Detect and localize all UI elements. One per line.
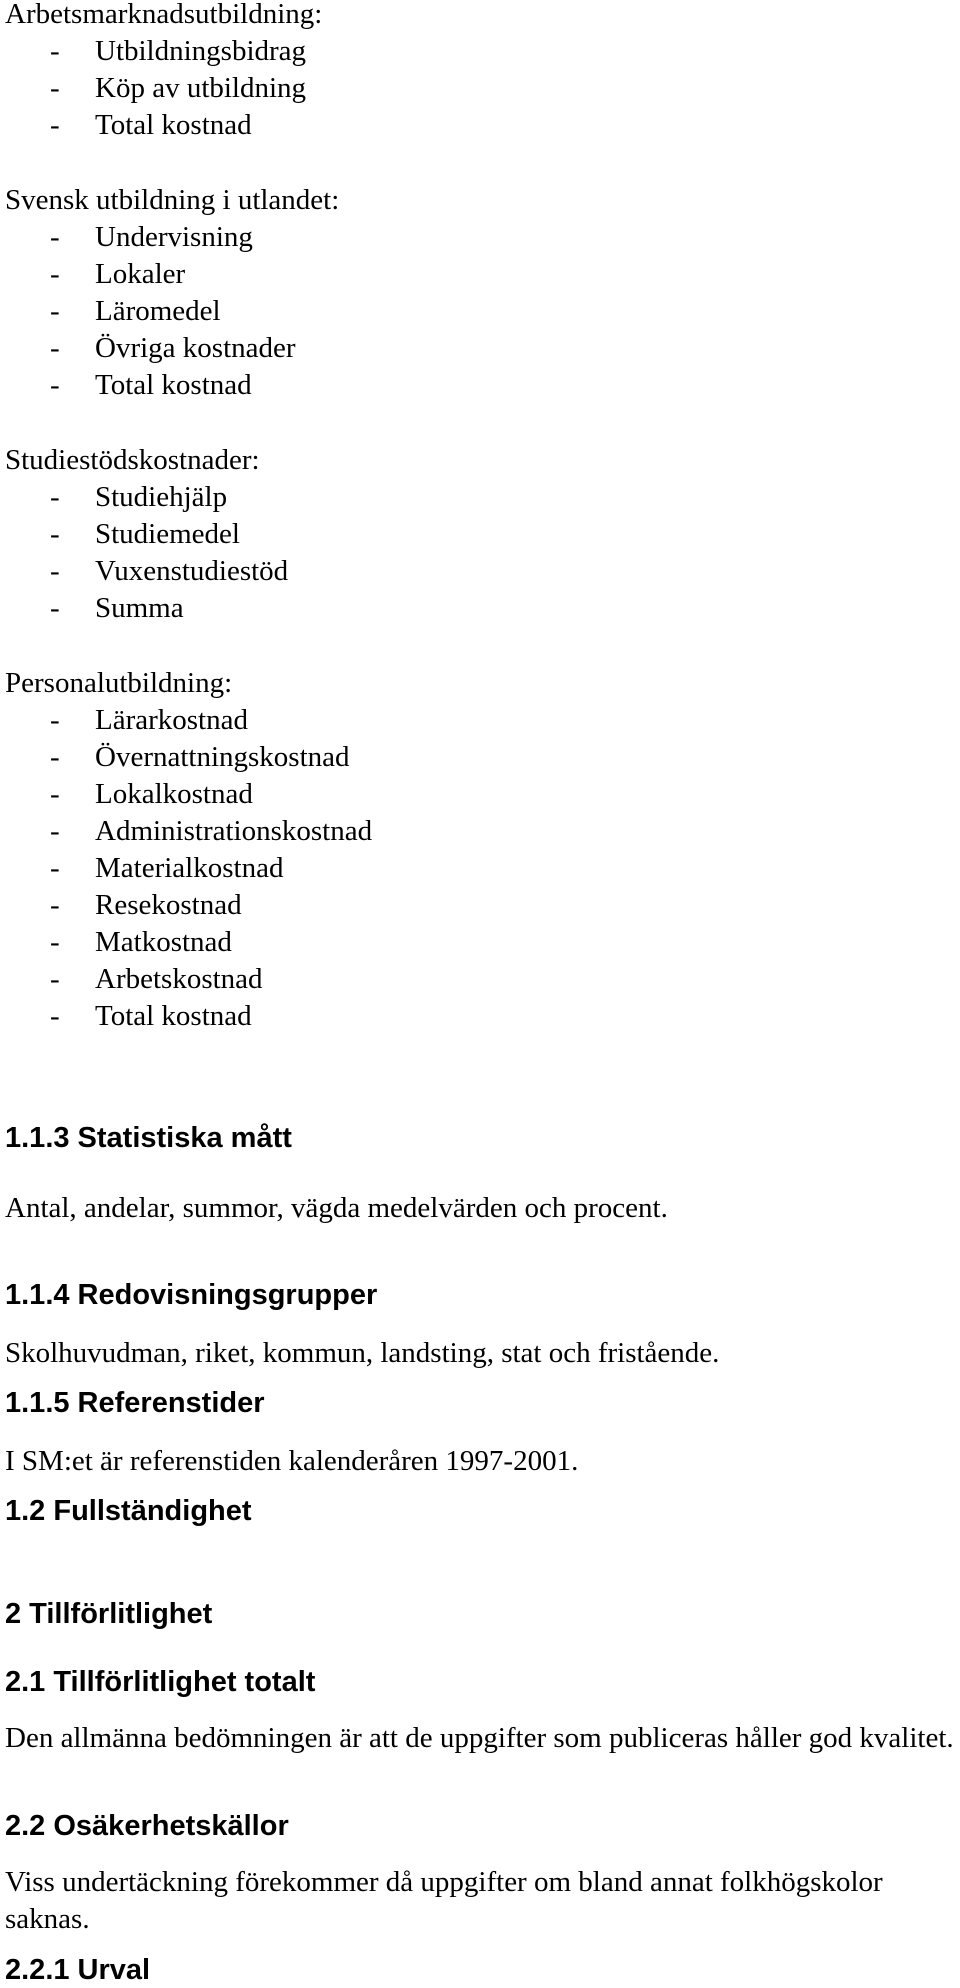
list-dash: - [50,109,60,141]
list-dash: - [50,369,60,401]
list-item: - Summa [5,590,184,626]
heading-osakerhetskallor: 2.2 Osäkerhetskällor [5,1810,289,1842]
list-item: - Övriga kostnader [5,330,296,366]
list-dash: - [50,518,60,550]
list-item: - Lärarkostnad [5,702,248,738]
list-item: - Undervisning [5,219,253,255]
list-item: - Studiemedel [5,516,240,552]
list-dash: - [50,704,60,736]
list-item: - Vuxenstudiestöd [5,553,288,589]
list-dash: - [50,852,60,884]
heading-tillforlitlighet: 2 Tillförlitlighet [5,1598,213,1630]
list-dash: - [50,72,60,104]
list-item: - Total kostnad [5,998,252,1034]
list-item: - Resekostnad [5,887,242,923]
list-item: - Total kostnad [5,107,252,143]
list-item: - Studiehjälp [5,479,227,515]
list-item: - Materialkostnad [5,850,283,886]
list-item: - Lokaler [5,256,185,292]
list-item: - Lokalkostnad [5,776,253,812]
list-dash: - [50,332,60,364]
list-dash: - [50,741,60,773]
heading-referenstider: 1.1.5 Referenstider [5,1387,265,1419]
paragraph-referenstider: I SM:et är referenstiden kalenderåren 1997-2001. [5,1445,579,1477]
heading-tillforlitlighet-totalt: 2.1 Tillförlitlighet totalt [5,1666,316,1698]
list-dash: - [50,963,60,995]
list-dash: - [50,221,60,253]
paragraph-statistiska-matt: Antal, andelar, summor, vägda medelvärden och procent. [5,1192,668,1224]
list-dash: - [50,778,60,810]
heading-urval: 2.2.1 Urval [5,1954,151,1986]
list-item: - Läromedel [5,293,221,329]
heading-statistiska-matt: 1.1.3 Statistiska mått [5,1122,292,1154]
list-item: - Matkostnad [5,924,232,960]
list-dash: - [50,35,60,67]
paragraph-tillforlitlighet-totalt: Den allmänna bedömningen är att de uppgifter som publiceras håller god kvalitet. [5,1722,954,1754]
section-heading: Personalutbildning: [5,667,233,699]
paragraph-osakerhetskallor: Viss undertäckning förekommer då uppgifter om bland annat folkhögskolor saknas. [5,1866,883,1935]
list-item: - Arbetskostnad [5,961,263,997]
list-dash: - [50,1000,60,1032]
list-item: - Total kostnad [5,367,252,403]
list-dash: - [50,295,60,327]
list-dash: - [50,815,60,847]
list-dash: - [50,555,60,587]
list-item: - Administrationskostnad [5,813,372,849]
section-heading: Studiestödskostnader: [5,444,260,476]
section-heading: Arbetsmarknadsutbildning: [5,0,323,30]
list-dash: - [50,258,60,290]
heading-fullstandighet: 1.2 Fullständighet [5,1495,252,1527]
paragraph-redovisningsgrupper: Skolhuvudman, riket, kommun, landsting, stat och fristående. [5,1337,720,1369]
list-dash: - [50,889,60,921]
heading-redovisningsgrupper: 1.1.4 Redovisningsgrupper [5,1279,378,1311]
list-dash: - [50,592,60,624]
list-dash: - [50,481,60,513]
section-heading: Svensk utbildning i utlandet: [5,184,340,216]
list-item: - Utbildningsbidrag [5,33,306,69]
list-item: - Övernattningskostnad [5,739,350,775]
list-dash: - [50,926,60,958]
list-item: - Köp av utbildning [5,70,306,106]
